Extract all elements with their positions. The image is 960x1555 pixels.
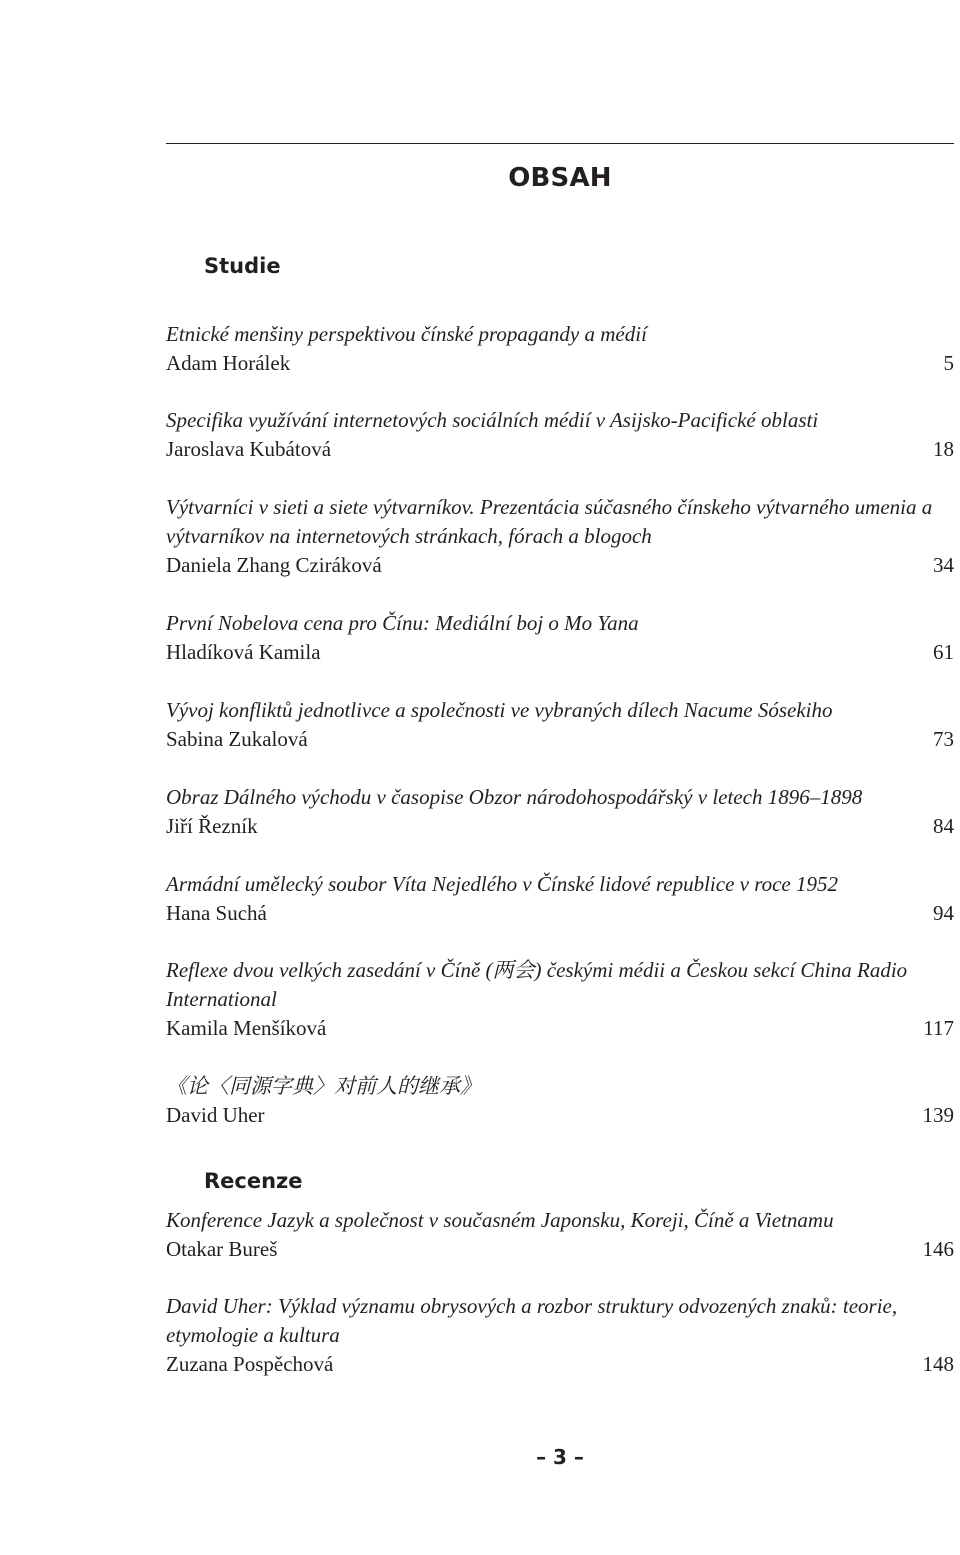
section-heading-studie: Studie: [204, 254, 281, 278]
entry-title: Specifika využívání internetových sociálních médií v Asijsko-Pacifické oblasti: [166, 408, 819, 432]
entry-page-number: 117: [923, 1016, 954, 1040]
entry-author: Hladíková Kamila: [166, 640, 321, 664]
toc-entry[interactable]: [166, 609, 954, 667]
top-rule: [166, 143, 954, 144]
entry-author: Jaroslava Kubátová: [166, 437, 332, 461]
entry-page-number: 61: [933, 640, 954, 664]
entry-author: Sabina Zukalová: [166, 727, 308, 751]
toc-entry[interactable]: [166, 783, 954, 841]
entry-author: Kamila Menšíková: [166, 1016, 327, 1040]
entry-page-number: 73: [933, 727, 954, 751]
entry-page-number: 94: [933, 901, 954, 925]
entry-page-number: 139: [922, 1103, 954, 1127]
section-heading-recenze: Recenze: [204, 1169, 303, 1193]
entry-page-number: 84: [933, 814, 954, 838]
entry-page-number: 148: [922, 1352, 954, 1376]
entry-title: David Uher: Výklad významu obrysových a rozbor struktury odvozených znaků: teorie, etymologie a kultura: [166, 1294, 898, 1347]
entry-author: Hana Suchá: [166, 901, 267, 925]
toc-entry[interactable]: [166, 1206, 954, 1264]
toc-entry[interactable]: [166, 696, 954, 754]
entry-page-number: 146: [922, 1237, 954, 1261]
entry-author: Daniela Zhang Cziráková: [166, 553, 382, 577]
entry-title: Výtvarníci v sieti a siete výtvarníkov. Prezentácia súčasného čínskeho výtvarného umenia a výtvarníkov na internetových stránkach, fórach a blogoch: [166, 495, 933, 548]
toc-entry[interactable]: [166, 870, 954, 928]
entry-title: Reflexe dvou velkých zasedání v Číně (两会) českými médii a Českou sekcí China Radio International: [166, 958, 908, 1011]
toc-entry[interactable]: [166, 1072, 954, 1130]
entry-title: Vývoj konfliktů jednotlivce a společnosti ve vybraných dílech Nacume Sósekiho: [166, 698, 833, 722]
entry-title: Konference Jazyk a společnost v současném Japonsku, Koreji, Číně a Vietnamu: [166, 1208, 834, 1232]
toc-entry[interactable]: [166, 406, 954, 464]
entry-page-number: 5: [943, 351, 954, 375]
entry-title: První Nobelova cena pro Čínu: Mediální boj o Mo Yana: [166, 611, 639, 635]
entry-title: Etnické menšiny perspektivou čínské propagandy a médií: [166, 322, 647, 346]
entry-title: 《论〈同源字典〉对前人的继承》: [166, 1074, 481, 1098]
entry-title: Obraz Dálného východu v časopise Obzor národohospodářský v letech 1896–1898: [166, 785, 863, 809]
entry-title: Armádní umělecký soubor Víta Nejedlého v Čínské lidové republice v roce 1952: [166, 872, 838, 896]
entry-author: David Uher: [166, 1103, 265, 1127]
toc-entry[interactable]: [166, 493, 954, 580]
page-title: OBSAH: [508, 163, 612, 193]
entry-author: Zuzana Pospěchová: [166, 1352, 334, 1376]
entry-author: Adam Horálek: [166, 351, 291, 375]
toc-entry[interactable]: [166, 320, 954, 378]
entry-author: Jiří Řezník: [166, 814, 258, 838]
entry-page-number: 34: [933, 553, 954, 577]
entry-author: Otakar Bureš: [166, 1237, 278, 1261]
page-folio: – 3 –: [536, 1445, 584, 1469]
toc-entry[interactable]: [166, 956, 954, 1043]
entry-page-number: 18: [933, 437, 954, 461]
toc-entry[interactable]: [166, 1292, 954, 1379]
